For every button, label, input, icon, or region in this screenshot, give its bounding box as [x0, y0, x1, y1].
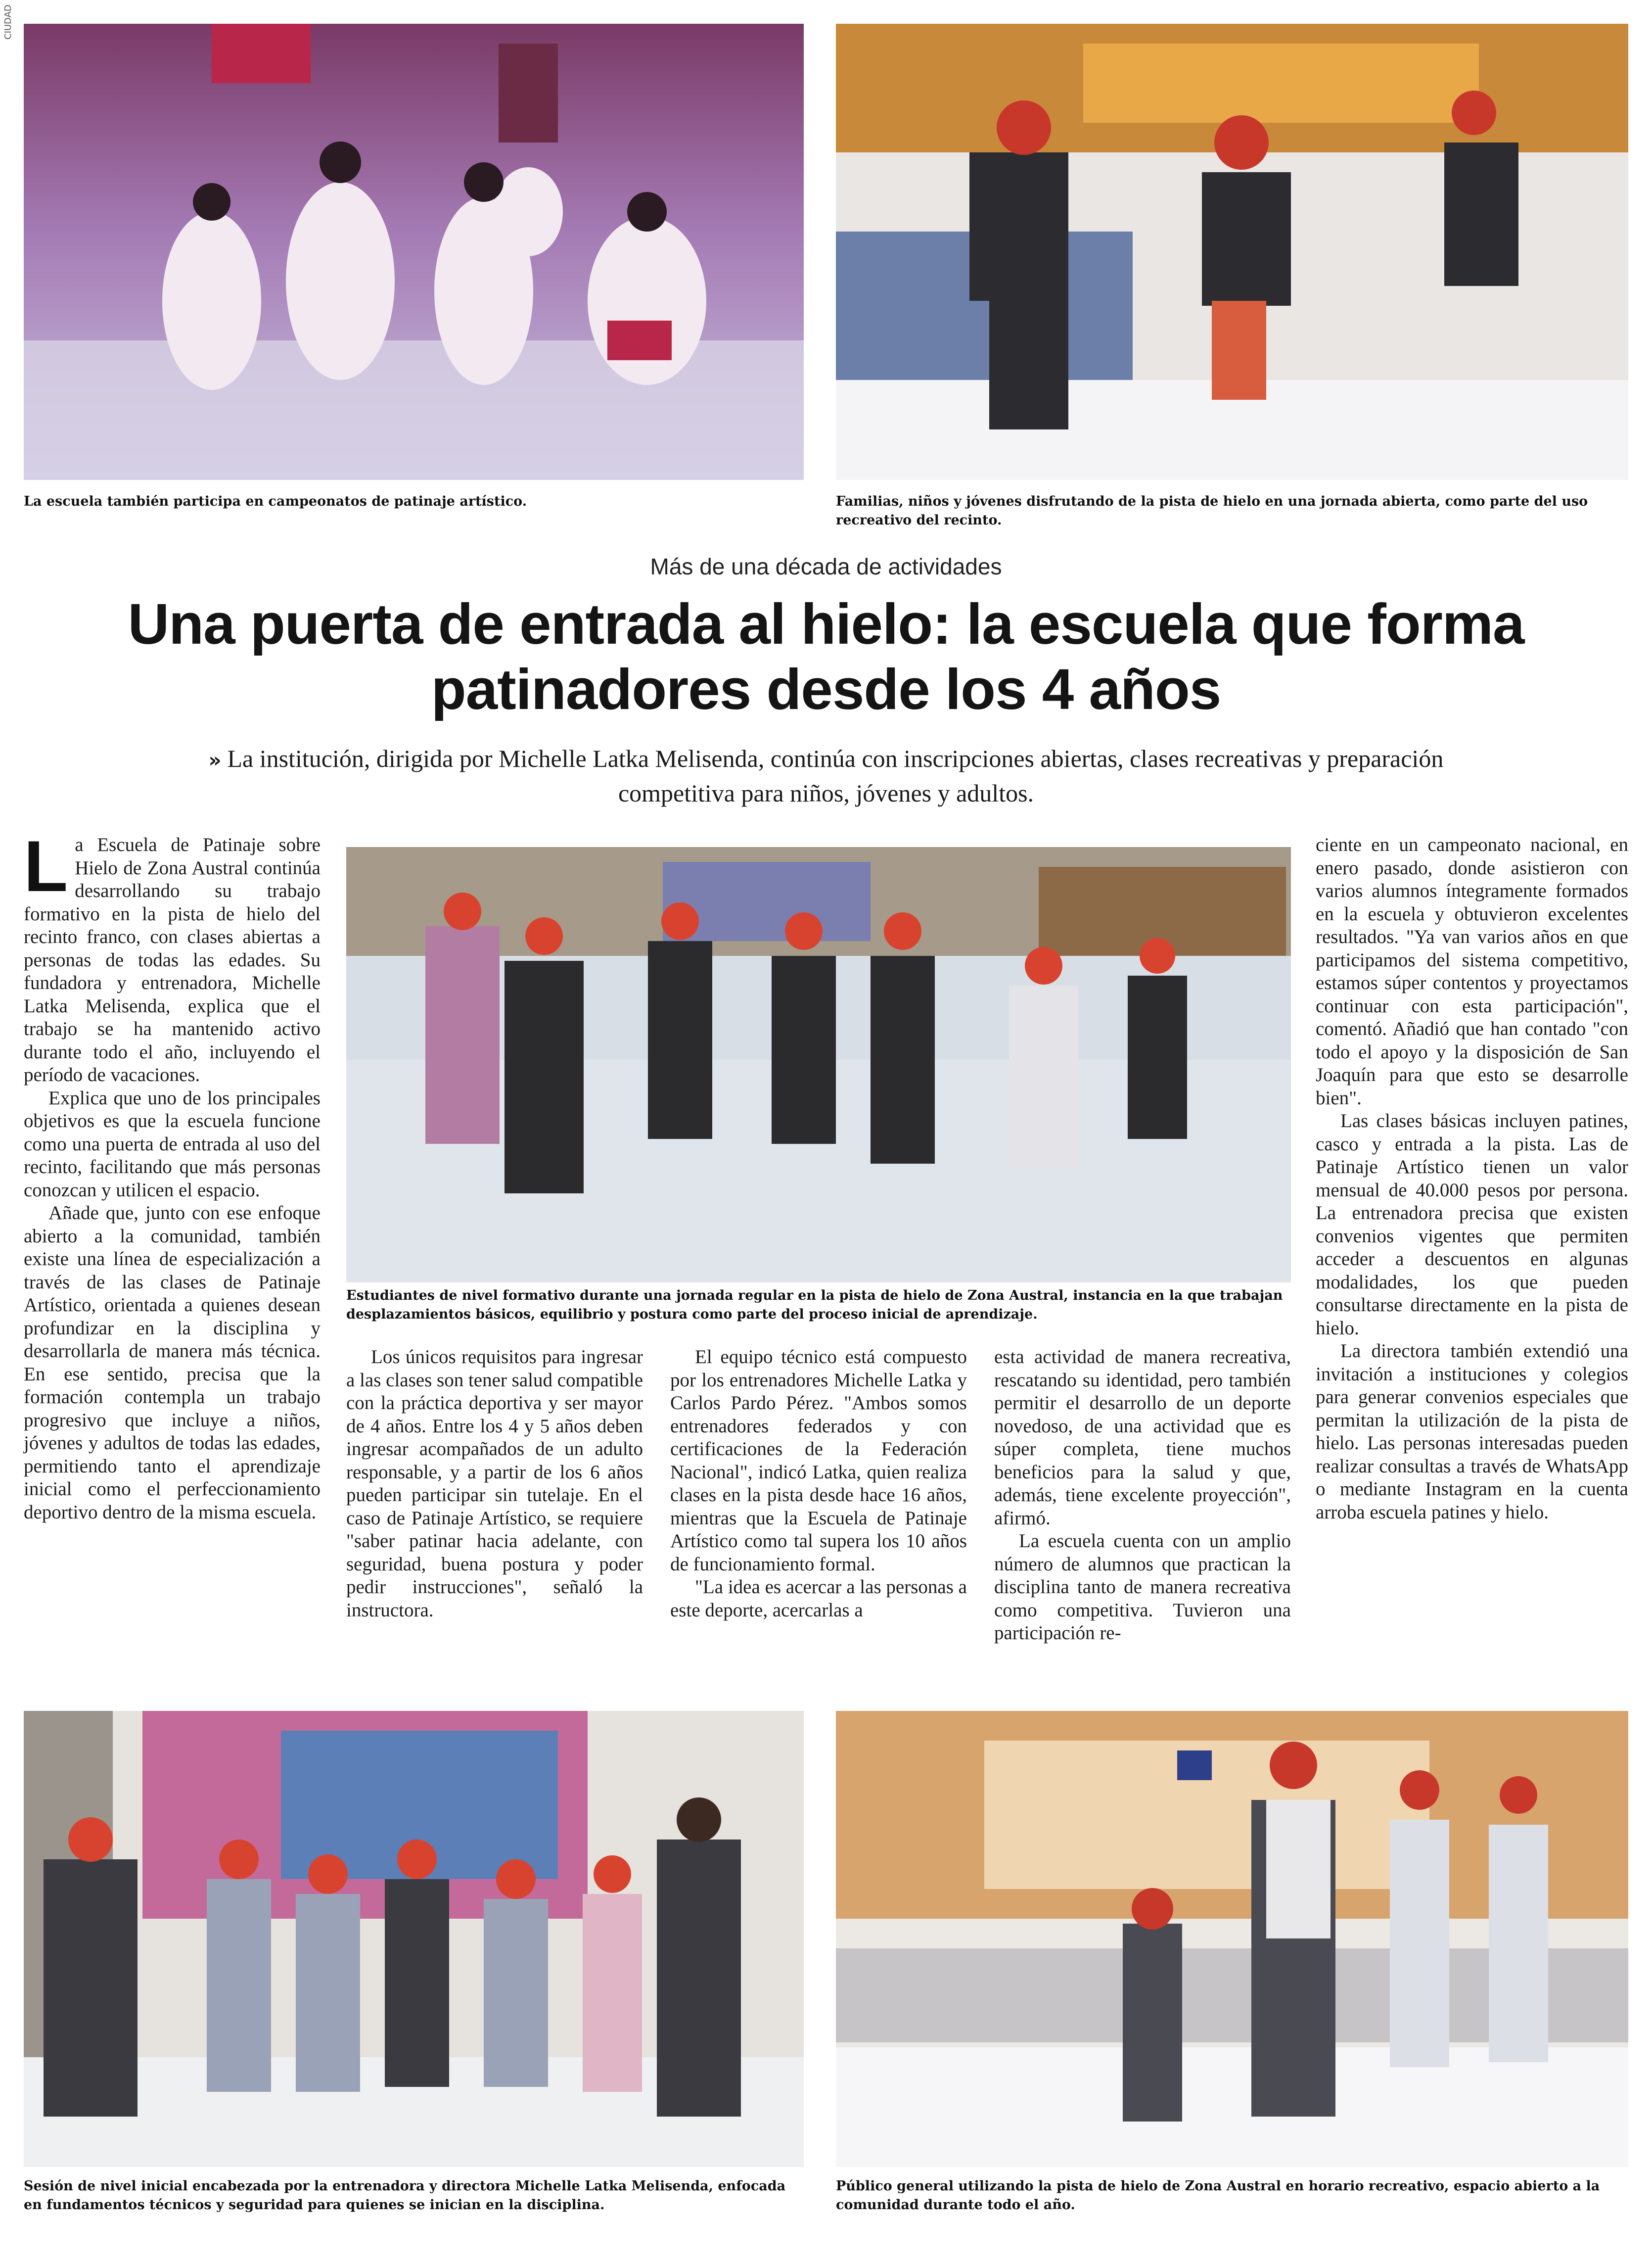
paragraph-lead — [24, 826, 321, 1087]
photo-figure-skating — [24, 24, 804, 480]
paragraph: La directora también extendió una invitación a instituciones y colegios para generar convenios especiales que permitan la utilización de la pista de hielo. Las personas interesadas pueden realizar consultas a través de WhatsApp o mediante Instagram en la cuenta arroba escuela patines y hielo. — [1316, 1340, 1628, 1523]
deck-marker: » — [208, 749, 222, 772]
caption-families-rink: Familias, niños y jóvenes disfrutando de la pista de hielo en una jornada abierta, como parte del uso recreativo del recinto. — [836, 494, 1588, 528]
paragraph: Añade que, junto con ese enfoque abierto a la comunidad, también existe una línea de especialización a través de las clases de Patinaje Artístico, orientada a quienes desean profundizar en la disciplina y desarrollarla de manera más técnica. En ese sentido, precisa que la formación contempla un trabajo progresivo que incluye a niños, jóvenes y adultos de todas las edades, permitiendo tanto el aprendizaje inicial como el perfeccionamiento deportivo dentro de la misma escuela. — [24, 1202, 321, 1523]
article-deck — [198, 742, 1454, 809]
paragraph: esta actividad de manera recreativa, rescatando su identidad, pero también permitir el desarrollo de un deporte novedoso, de una actividad que es súper completa, tiene muchos beneficios para la salud y que, además, tiene excelente proyección", afirmó. — [994, 1346, 1291, 1529]
column-3 — [670, 1346, 967, 1622]
section-label: CIUDAD — [3, 4, 13, 40]
paragraph: La escuela cuenta con un amplio número de alumnos que practican la disciplina tanto de manera recreativa como competitiva. Tuvieron una participación re- — [994, 1530, 1291, 1644]
paragraph: Los únicos requisitos para ingresar a las clases son tener salud compatible con la práctica deportiva y ser mayor de 4 años. Entre los 4 y 5 años deben ingresar acompañados de un adulto responsable, y a partir de los 6 años pueden participar sin tutelaje. En el caso de Patinaje Artístico, se requiere "saber patinar hacia adelante, con seguridad, buena postura y poder pedir instrucciones", señaló la instructora. — [346, 1346, 643, 1621]
caption-students-group: Estudiantes de nivel formativo durante una jornada regular en la pista de hielo de Zona Austral, instancia en la que trabajan desplazamientos básicos, equilibrio y postura como parte del proceso inicial de aprendizaje. — [346, 1288, 1283, 1322]
article-headline: Una puerta de entrada al hielo: la escuela que forma patinadores desde los 4 años — [128, 592, 1524, 721]
deck-text: La institución, dirigida por Michelle Latka Melisenda, continúa con inscripciones abiertas, clases recreativas y preparación competitiva para niños, jóvenes y adultos. — [227, 745, 1444, 807]
photo-general-public — [836, 1711, 1628, 2167]
paragraph: El equipo técnico está compuesto por los entrenadores Michelle Latka y Carlos Pardo Pérez. "Ambos somos entrenadores federados y con certificaciones de la Federación Nacional", indicó Latka, quien realiza clases en la pista desde hace 16 años, mientras que la Escuela de Patinaje Artístico como tal supera los 10 años de funcionamiento formal. — [670, 1346, 967, 1575]
photo-families-rink — [836, 24, 1628, 480]
paragraph-lead-text: a Escuela de Patinaje sobre Hielo de Zona Austral continúa desarrollando su trabajo formativo en la pista de hielo del recinto franco, con clases abiertas a personas de todas las edades. Su fundadora y entrenadora, Michelle Latka Melisenda, explica que el trabajo se ha mantenido activo durante todo el año, incluyendo el período de vacaciones. — [24, 834, 321, 1086]
paragraph: Explica que uno de los principales objetivos es que la escuela funcione como una puerta de entrada al uso del recinto, facilitando que más personas conozcan y utilicen el espacio. — [24, 1087, 321, 1201]
column-5 — [1316, 834, 1628, 1524]
photo-beginner-session — [24, 1711, 804, 2167]
photo-students-group — [346, 847, 1291, 1282]
paragraph: Las clases básicas incluyen patines, casco y entrada a la pista. Las de Patinaje Artístico tienen un valor mensual de 40.000 pesos por persona. La entrenadora precisa que existen convenios vigentes que permiten acceder a descuentos en algunas modalidades, los que pueden consultarse directamente en la pista de hielo. — [1316, 1110, 1628, 1339]
caption-figure-skating: La escuela también participa en campeonatos de patinaje artístico. — [24, 494, 527, 509]
caption-beginner-session: Sesión de nivel inicial encabezada por la entrenadora y directora Michelle Latka Melisenda, enfocada en fundamentos técnicos y seguridad para quienes se inician en la disciplina. — [24, 2178, 786, 2213]
dropcap: L — [24, 826, 68, 906]
column-2 — [346, 1346, 643, 1622]
paragraph: ciente en un campeonato nacional, en enero pasado, donde asistieron con varios alumnos íntegramente formados en la escuela y obtuvieron excelentes resultados. "Ya van varios años en que participamos del sistema competitivo, estamos súper contentos y proyectamos continuar con esta participación", comentó. Añadió que han contado "con todo el apoyo y la disposición de San Joaquín para que esto se desarrolle bien". — [1316, 834, 1628, 1109]
column-1 — [24, 826, 321, 1524]
article-kicker: Más de una década de actividades — [650, 554, 1002, 579]
column-4 — [994, 1346, 1291, 1645]
paragraph: "La idea es acercar a las personas a este deporte, acercarlas a — [670, 1576, 967, 1621]
caption-general-public: Público general utilizando la pista de hielo de Zona Austral en horario recreativo, espacio abierto a la comunidad durante todo el año. — [836, 2178, 1600, 2213]
